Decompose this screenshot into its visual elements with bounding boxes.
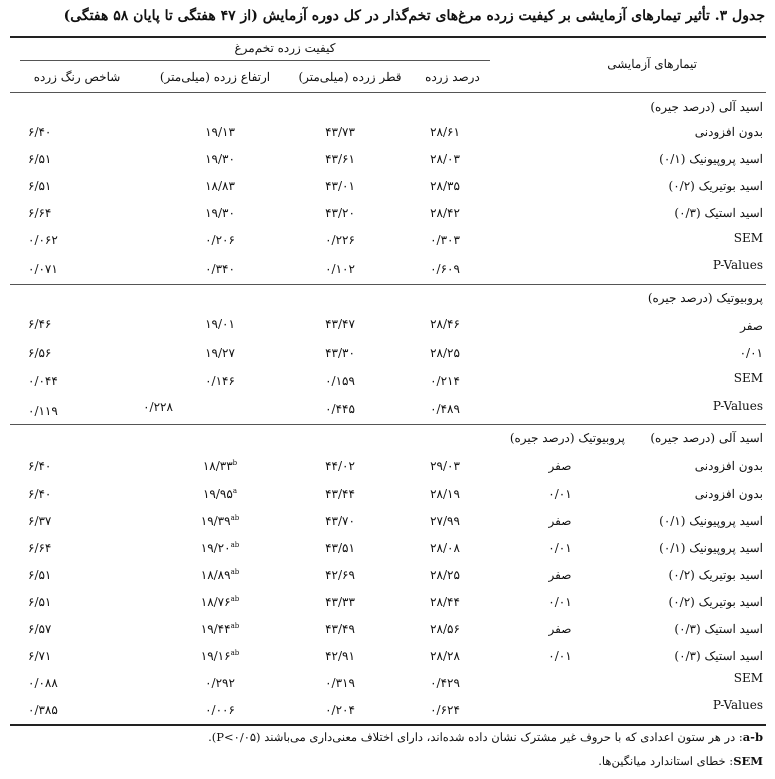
- superscript: ab: [230, 622, 240, 630]
- row-label: اسید بوتیریک (۰/۲): [668, 179, 763, 193]
- cell-height: ۱۹/۲۷: [205, 346, 235, 360]
- height-value: ۱۹/۴۴: [200, 622, 231, 636]
- header-col-pct: درصد زرده: [425, 70, 480, 84]
- superscript: a: [232, 487, 237, 495]
- cell-pct: ۲۸/۰۸: [430, 541, 460, 555]
- cell-color: ۰/۰۷۱: [28, 262, 58, 276]
- cell-color: ۰/۰۶۲: [28, 233, 58, 247]
- footnote-ab-key: a-b: [742, 730, 763, 744]
- cell-diameter: ۴۳/۲۰: [325, 206, 355, 220]
- cell-height: [180, 595, 260, 609]
- cell-height: [180, 459, 260, 473]
- header-col-diameter: قطر زرده (میلی‌متر): [298, 70, 402, 84]
- superscript: b: [232, 459, 238, 467]
- cell-pct: ۲۸/۰۳: [430, 152, 460, 166]
- cell-diameter: ۴۴/۰۲: [325, 459, 355, 473]
- cell-diameter: ۰/۲۲۶: [325, 233, 355, 247]
- header-quality-group: کیفیت زرده تخم‌مرغ: [234, 41, 336, 55]
- height-value: ۱۹/۹۵: [202, 487, 233, 501]
- cell-height: [180, 622, 260, 636]
- cell-pct: ۲۸/۴۶: [430, 317, 460, 331]
- cell-color: ۶/۷۱: [28, 649, 52, 663]
- cell-pct: ۲۸/۶۱: [430, 125, 460, 139]
- cell-color: ۶/۴۰: [28, 125, 52, 139]
- cell-height: ۰/۰۰۶: [205, 703, 235, 717]
- cell-color: ۶/۴۰: [28, 459, 52, 473]
- cell-diameter: ۰/۴۴۵: [325, 402, 355, 416]
- height-value: ۱۸/۸۹: [200, 568, 231, 582]
- footnote-sem-text: : خطای استاندارد میانگین‌ها.: [598, 754, 734, 768]
- row-label-probiotic: صفر: [548, 622, 572, 636]
- cell-diameter: ۴۳/۶۱: [325, 152, 355, 166]
- row-label-probiotic: ۰/۰۱: [548, 595, 572, 609]
- cell-diameter: ۰/۲۰۴: [325, 703, 355, 717]
- cell-height: ۱۹/۳۰: [205, 152, 235, 166]
- superscript: ab: [230, 541, 240, 549]
- cell-diameter: ۴۳/۴۹: [325, 622, 355, 636]
- row-label-acid: اسید استیک (۰/۳): [674, 622, 763, 636]
- cell-diameter: ۴۳/۷۳: [325, 125, 355, 139]
- row-label-pvalues: P-Values: [712, 399, 763, 413]
- superscript: ab: [230, 568, 240, 576]
- cell-pct: ۲۸/۲۵: [430, 568, 460, 582]
- cell-height: ۰/۲۲۸: [143, 400, 173, 414]
- cell-height: ۰/۲۹۲: [205, 676, 235, 690]
- cell-color: ۶/۴۶: [28, 317, 52, 331]
- cell-height: ۱۸/۸۳: [205, 179, 235, 193]
- row-label-sem: SEM: [733, 671, 763, 685]
- cell-diameter: ۰/۳۱۹: [325, 676, 355, 690]
- cell-pct: ۰/۲۱۴: [430, 374, 460, 388]
- cell-height: ۰/۱۴۶: [205, 374, 235, 388]
- row-label: اسید پروپیونیک (۰/۱): [659, 152, 763, 166]
- cell-height: [180, 568, 260, 582]
- section1-rule: [10, 284, 766, 285]
- cell-color: ۶/۵۱: [28, 152, 52, 166]
- cell-diameter: ۴۲/۶۹: [325, 568, 355, 582]
- table-title: جدول ۳. تأثیر تیمارهای آزمایشی بر کیفیت زرده مرغ‌های تخم‌گذار در کل دوره آزمایش (از ۴۷ هفتگی تا پایان ۵۸ هفتگی): [63, 8, 765, 24]
- row-label-acid: بدون افزودنی: [694, 487, 763, 501]
- cell-diameter: ۴۳/۷۰: [325, 514, 355, 528]
- cell-pct: ۰/۴۲۹: [430, 676, 460, 690]
- cell-pct: ۲۸/۳۵: [430, 179, 460, 193]
- cell-pct: ۲۸/۴۲: [430, 206, 460, 220]
- cell-color: ۶/۵۶: [28, 346, 52, 360]
- row-label-probiotic: ۰/۰۱: [548, 649, 572, 663]
- row-label: اسید استیک (۰/۳): [674, 206, 763, 220]
- cell-pct: ۲۸/۵۶: [430, 622, 460, 636]
- footnote-ab-text: : در هر ستون اعدادی که با حروف غیر مشترک نشان داده شده‌اند، دارای اختلاف معنی‌داری می‌باشند (P<۰/۰۵).: [208, 730, 743, 744]
- superscript: ab: [230, 649, 240, 657]
- cell-diameter: ۰/۱۰۲: [325, 262, 355, 276]
- cell-diameter: ۴۳/۴۷: [325, 317, 355, 331]
- height-value: ۱۸/۷۶: [200, 595, 231, 609]
- cell-diameter: ۴۳/۴۴: [325, 487, 355, 501]
- cell-color: ۶/۵۱: [28, 568, 52, 582]
- row-label-acid: اسید پروپیونیک (۰/۱): [659, 514, 763, 528]
- section3-title-probiotic: پروبیوتیک (درصد جیره): [509, 431, 625, 445]
- cell-height: ۰/۳۴۰: [205, 262, 235, 276]
- cell-color: ۶/۴۰: [28, 487, 52, 501]
- superscript: ab: [230, 514, 240, 522]
- row-label-sem: SEM: [733, 371, 763, 385]
- cell-diameter: ۴۲/۹۱: [325, 649, 355, 663]
- superscript: ab: [230, 595, 240, 603]
- cell-height: [180, 541, 260, 555]
- cell-diameter: ۴۳/۳۳: [325, 595, 355, 609]
- row-label-pvalues: P-Values: [712, 258, 763, 272]
- cell-height: ۱۹/۱۳: [205, 125, 235, 139]
- header-group-rule: [20, 60, 490, 61]
- header-treatments: تیمارهای آزمایشی: [607, 57, 697, 71]
- cell-color: ۶/۳۷: [28, 514, 52, 528]
- cell-pct: ۲۸/۱۹: [430, 487, 460, 501]
- footnote-sem-key: SEM: [733, 754, 763, 768]
- cell-height: [180, 514, 260, 528]
- row-label-probiotic: صفر: [548, 514, 572, 528]
- cell-pct: ۰/۶۰۹: [430, 262, 460, 276]
- cell-color: ۶/۵۱: [28, 179, 52, 193]
- row-label: بدون افزودنی: [694, 125, 763, 139]
- section2-title: پروبیوتیک (درصد جیره): [647, 291, 763, 305]
- cell-color: ۶/۵۱: [28, 595, 52, 609]
- cell-color: ۰/۱۱۹: [28, 404, 58, 418]
- cell-pct: ۰/۶۲۴: [430, 703, 460, 717]
- row-label-acid: بدون افزودنی: [694, 459, 763, 473]
- cell-diameter: ۴۳/۳۰: [325, 346, 355, 360]
- cell-height: [180, 487, 260, 501]
- cell-color: ۰/۳۸۵: [28, 703, 58, 717]
- row-label-acid: اسید بوتیریک (۰/۲): [668, 568, 763, 582]
- row-label-acid: اسید استیک (۰/۳): [674, 649, 763, 663]
- cell-height: [180, 649, 260, 663]
- cell-height: ۱۹/۳۰: [205, 206, 235, 220]
- header-bottom-rule: [10, 92, 766, 93]
- cell-color: ۶/۵۷: [28, 622, 52, 636]
- cell-pct: ۲۷/۹۹: [430, 514, 460, 528]
- height-value: ۱۹/۳۹: [200, 514, 231, 528]
- cell-color: ۰/۰۴۴: [28, 374, 58, 388]
- cell-color: ۶/۶۴: [28, 541, 52, 555]
- cell-height: ۰/۲۰۶: [205, 233, 235, 247]
- row-label: ۰/۰۱: [739, 346, 763, 360]
- row-label-acid: اسید بوتیریک (۰/۲): [668, 595, 763, 609]
- cell-color: ۰/۰۸۸: [28, 676, 58, 690]
- row-label-probiotic: صفر: [548, 568, 572, 582]
- cell-pct: ۰/۳۰۳: [430, 233, 460, 247]
- cell-diameter: ۴۳/۰۱: [325, 179, 355, 193]
- cell-color: ۶/۶۴: [28, 206, 52, 220]
- cell-pct: ۲۸/۲۸: [430, 649, 460, 663]
- cell-pct: ۲۸/۲۵: [430, 346, 460, 360]
- height-value: ۱۹/۱۶: [200, 649, 231, 663]
- row-label-probiotic: ۰/۰۱: [548, 487, 572, 501]
- cell-pct: ۲۹/۰۳: [430, 459, 460, 473]
- row-label-acid: اسید پروپیونیک (۰/۱): [659, 541, 763, 555]
- cell-diameter: ۰/۱۵۹: [325, 374, 355, 388]
- footnote-ab: [208, 730, 763, 744]
- header-col-color: شاخص رنگ زرده: [33, 70, 121, 84]
- top-rule: [10, 36, 766, 38]
- row-label-sem: SEM: [733, 231, 763, 245]
- footnote-sem: [598, 754, 763, 768]
- cell-pct: ۲۸/۴۴: [430, 595, 460, 609]
- cell-diameter: ۴۳/۵۱: [325, 541, 355, 555]
- section3-title-acid: اسید آلی (درصد جیره): [650, 431, 763, 445]
- bottom-rule: [10, 724, 766, 726]
- height-value: ۱۹/۲۰: [200, 541, 231, 555]
- cell-pct: ۰/۴۸۹: [430, 402, 460, 416]
- section1-title: اسید آلی (درصد جیره): [650, 100, 763, 114]
- height-value: ۱۸/۳۳: [202, 459, 233, 473]
- section2-rule: [10, 424, 766, 425]
- row-label-pvalues: P-Values: [712, 698, 763, 712]
- row-label-probiotic: صفر: [548, 459, 572, 473]
- row-label-probiotic: ۰/۰۱: [548, 541, 572, 555]
- header-col-height: ارتفاع زرده (میلی‌متر): [159, 70, 271, 84]
- row-label: صفر: [740, 319, 763, 333]
- cell-height: ۱۹/۰۱: [205, 317, 235, 331]
